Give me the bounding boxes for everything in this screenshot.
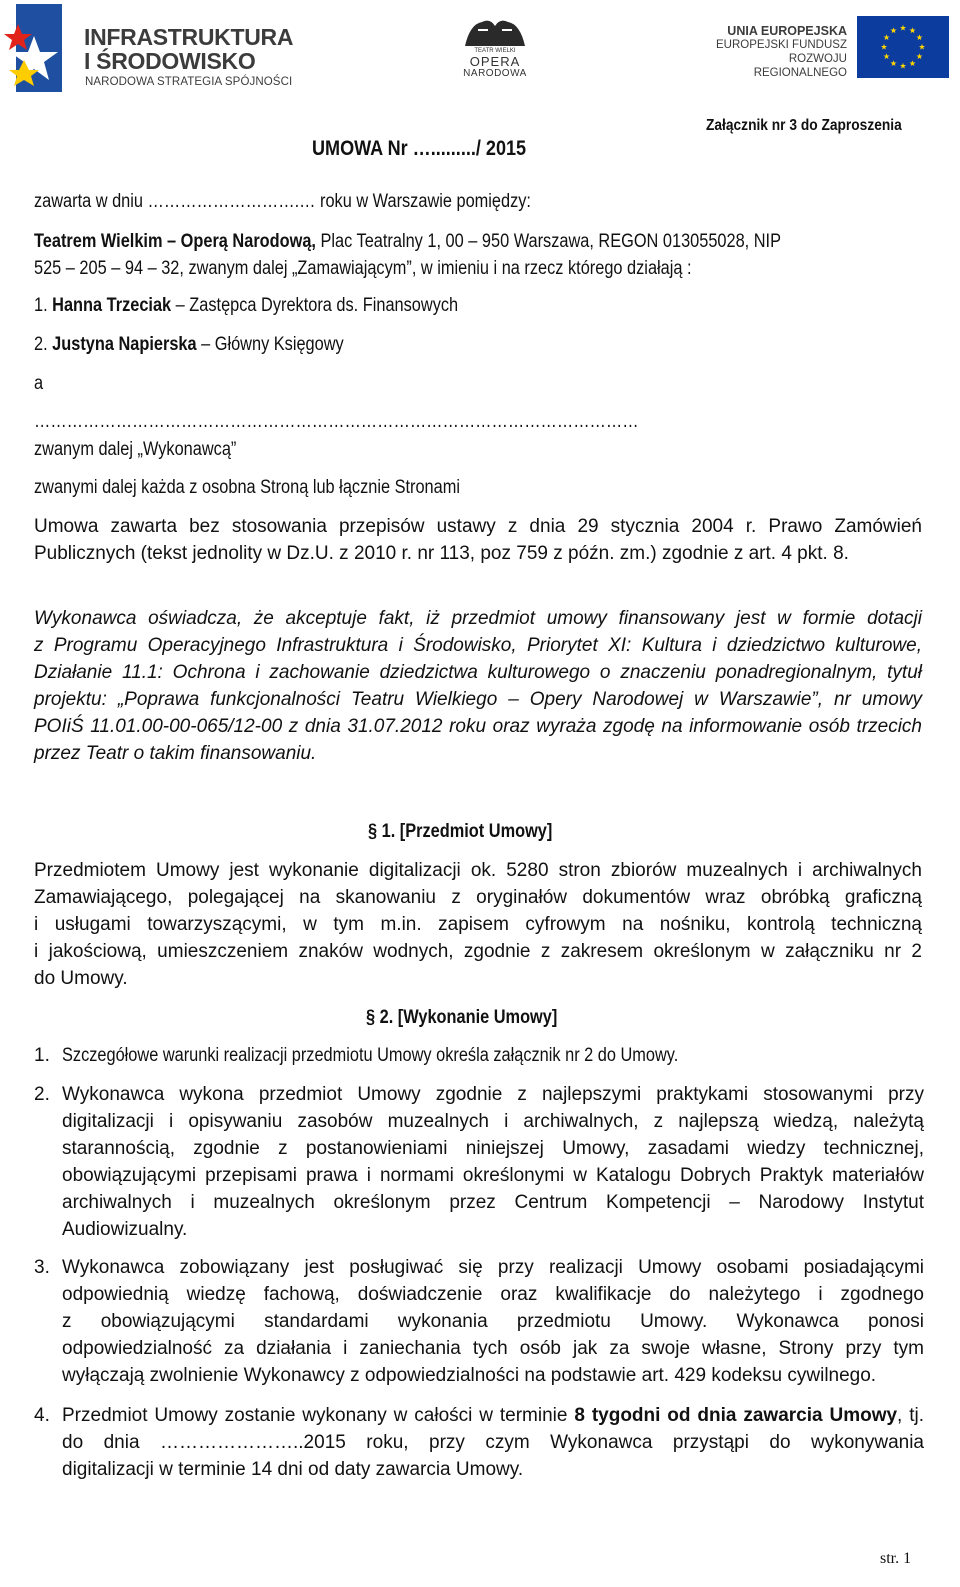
item-4-line-post: , tj. (897, 1405, 924, 1426)
funding-line: POIiŚ 11.01.00-00-065/12-00 z dnia 31.07.2012 roku oraz wyraża zgodę na informowanie osób trzecich (34, 716, 922, 737)
item-4-text (62, 1402, 924, 1483)
contractor-dots-text: ………………………………………………………………………………………………… (34, 411, 639, 432)
item-4-deadline: 8 tygodni od dnia zawarcia Umowy (574, 1405, 898, 1426)
and-text: a (34, 373, 44, 394)
party1-line-2 (34, 255, 799, 282)
item-4-line (62, 1402, 924, 1429)
funding-line: przez Teatr o takim finansowaniu. (34, 743, 317, 764)
date-line-text: zawarta w dniu ……………………….… roku w Warszawie pomiędzy: (34, 191, 531, 212)
party1-address: Plac Teatralny 1, 00 – 950 Warszawa, REGON 013055028, NIP (315, 231, 782, 252)
eu-line-2: EUROPEJSKI FUNDUSZ (716, 39, 847, 51)
section-1-line: Przedmiotem Umowy jest wykonanie digitalizacji ok. 5280 stron zbiorów muzealnych i archiwalnych (34, 860, 922, 881)
item-3-text (62, 1254, 924, 1389)
item-4-number: 4. (34, 1405, 50, 1426)
item-3-line: z obowiązującymi standardami wykonania przedmiotu Umowy. Wykonawca ponosi (62, 1311, 924, 1332)
item-1-line: Szczegółowe warunki realizacji przedmiotu Umowy określa załącznik nr 2 do Umowy. (62, 1045, 679, 1066)
funding-line: z Programu Operacyjnego Infrastruktura i Środowisko, Priorytet XI: Kultura i dziedzictwo kulturowe, (34, 635, 922, 656)
opera-logo (455, 16, 535, 84)
item-2-line: digitalizacji i opisywaniu zasobów muzealnych i archiwalnych, z najlepszą wiedzą, należytą (62, 1111, 924, 1132)
item-2-text (62, 1081, 924, 1243)
funding-line: Działanie 11.1: Ochrona i zachowanie dziedzictwa kulturowego o znaczeniu ponadregionalnym, tytuł (34, 662, 922, 683)
contractor-dots (34, 408, 737, 435)
section-1-line: Zamawiającego, polegającej na skanowaniu z oryginałów dokumentów wraz obróbką graficzną (34, 887, 922, 908)
contractor-text: zwanym dalej „Wykonawcą” (34, 439, 237, 460)
eu-logo (695, 16, 953, 80)
funding-paragraph (34, 605, 922, 767)
logo-narodowa: NARODOWA (463, 68, 527, 79)
infrastruktura-logo (4, 4, 304, 96)
and-line (34, 370, 45, 397)
section-2-heading (366, 1004, 588, 1031)
item-2-line: starannością, zgodnie z postanowieniami niniejszej Umowy, zasadami wiedzy technicznej, (62, 1138, 924, 1159)
eu-line-3: ROZWOJU REGIONALNEGO (753, 53, 847, 79)
rep1-name: Hanna Trzeciak (52, 295, 172, 316)
page-number: str. 1 (880, 1550, 912, 1567)
item-3-number: 3. (34, 1257, 50, 1278)
star-emblem-icon (4, 4, 66, 94)
contractor-line (34, 436, 269, 463)
section-1-line: i jakościową, umieszczeniem znaków wodnych, zgodnie z zakresem określonym w załączniku nr 2 (34, 941, 922, 962)
logo-small-text: TEATR WIELKI (474, 48, 516, 54)
rep2-num: 2. (34, 334, 53, 355)
item-4-line-pre: Przedmiot Umowy zostanie wykonany w całości w terminie (62, 1405, 575, 1426)
parties-text: zwanymi dalej każda z osobna Stroną lub łącznie Stronami (34, 477, 460, 498)
item-2-number: 2. (34, 1084, 50, 1105)
item-3-line: wyłączają zwolnienie Wykonawcy z odpowiedzialności na podstawie art. 429 kodeksu cywilnego. (62, 1365, 877, 1386)
contract-title (312, 137, 561, 161)
date-line (34, 188, 612, 215)
section-1-paragraph (34, 857, 922, 992)
legal-basis-line: Umowa zawarta bez stosowania przepisów ustawy z dnia 29 stycznia 2004 r. Prawo Zamówień (34, 516, 922, 537)
legal-basis-line: Publicznych (tekst jednolity w Dz.U. z 2010 r. nr 113, poz 759 z późn. zm.) zgodnie z art. 4 pkt. 8. (34, 543, 849, 564)
logo-line-3: NARODOWA STRATEGIA SPÓJNOŚCI (85, 76, 293, 88)
rep1-num: 1. (34, 295, 53, 316)
item-2-line: archiwalnych i muzealnych określonym przez Centrum Kompetencji – Narodowy Instytut (62, 1192, 924, 1213)
attachment-label (706, 117, 934, 135)
item-3-line: odpowiednią wiedzę fachową, doświadczenie oraz kwalifikacje do należytego i zgodnego (62, 1284, 924, 1305)
eu-line-1: UNIA EUROPEJSKA (727, 24, 847, 38)
item-3-line: odpowiedzialność za działania i zaniechania tych osób jak za swoje własne, Strony przy tym (62, 1338, 924, 1359)
section-1-line: do Umowy. (34, 968, 128, 989)
theater-masks-icon (460, 16, 530, 48)
section-1-line: i usługami towarzyszącymi, w tym m.in. zapisem cyfrowym na nośniku, kontrolą techniczną (34, 914, 922, 935)
item-2-line: Wykonawca wykona przedmiot Umowy zgodnie z najlepszymi praktykami stosowanymi przy (62, 1084, 924, 1105)
section-2-heading-text: § 2. [Wykonanie Umowy] (366, 1007, 558, 1028)
attachment-text: Załącznik nr 3 do Zaproszenia (706, 117, 902, 134)
logo-line-1: INFRASTRUKTURA (84, 24, 294, 50)
item-2-line: obowiązującymi przepisami prawa i normami określonymi w Katalogu Dobrych Praktyk materiałów (62, 1165, 924, 1186)
parties-line (34, 474, 529, 501)
logo-opera: OPERA (469, 54, 521, 69)
rep2-name: Justyna Napierska (52, 334, 197, 355)
rep2-role: – Główny Księgowy (196, 334, 344, 355)
item-4-line: do dnia …………………..2015 roku, przy czym Wykonawca przystąpi do wykonywania (62, 1432, 924, 1453)
item-1-number: 1. (34, 1045, 50, 1066)
item-1-text (62, 1042, 924, 1069)
representative-1 (34, 292, 527, 319)
item-4-line: digitalizacji w terminie 14 dni od daty zawarcia Umowy. (62, 1459, 524, 1480)
section-1-heading (368, 818, 582, 845)
representative-2 (34, 331, 394, 358)
party1-name: Teatrem Wielkim – Operą Narodową, (34, 231, 316, 252)
party1-line-1 (34, 228, 903, 255)
item-3-line: Wykonawca zobowiązany jest posługiwać się przy realizacji Umowy osobami posiadającymi (62, 1257, 924, 1278)
funding-line: Wykonawca oświadcza, że akceptuje fakt, iż przedmiot umowy finansowany jest w formie dotacji (34, 608, 922, 629)
contract-title-text: UMOWA Nr …........./ 2015 (312, 137, 527, 160)
eu-flag-icon (857, 16, 949, 78)
funding-line: projektu: „Poprawa funkcjonalności Teatru Wielkiego – Opery Narodowej w Warszawie”, nr umowy (34, 689, 922, 710)
rep1-role: – Zastępca Dyrektora ds. Finansowych (171, 295, 459, 316)
section-1-heading-text: § 1. [Przedmiot Umowy] (368, 821, 553, 842)
logo-line-2: I ŚRODOWISKO (84, 48, 256, 74)
legal-basis-paragraph (34, 513, 922, 567)
item-2-line: Audiowizualny. (62, 1219, 188, 1240)
party1-line-2-text: 525 – 205 – 94 – 32, zwanym dalej „Zamawiającym”, w imieniu i na rzecz którego działają : (34, 258, 692, 279)
